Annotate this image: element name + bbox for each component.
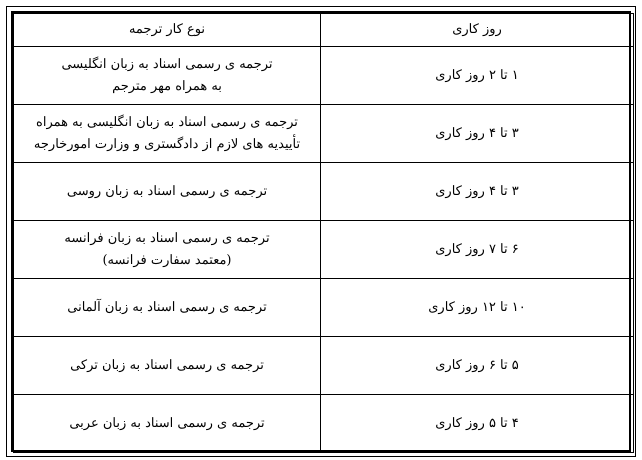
- translation-type-text: ترجمه ی رسمی اسناد به زبان انگلیسی به همراه مهر مترجم: [61, 56, 273, 94]
- translation-type-text: ترجمه ی رسمی اسناد به زبان انگلیسی به همراه تأییدیه های لازم از دادگستری و وزارت امورخارجه: [33, 114, 301, 152]
- duration-cell: ۱۰ تا ۱۲ روز کاری: [321, 279, 634, 337]
- duration-cell: ۵ تا ۶ روز کاری: [321, 337, 634, 395]
- header-duration: روز کاری: [321, 14, 634, 47]
- translation-type-text: ترجمه ی رسمی اسناد به زبان ترکی: [70, 357, 264, 373]
- translation-type-text: ترجمه ی رسمی اسناد به زبان روسی: [66, 183, 268, 199]
- translation-type-cell: [14, 395, 321, 453]
- translation-type-cell: [14, 47, 321, 105]
- table-row: [14, 47, 634, 105]
- table-header-row: [14, 14, 634, 47]
- translation-table-frame: [11, 11, 631, 452]
- header-translation-type: نوع کار ترجمه: [14, 14, 321, 47]
- table-row: [14, 105, 634, 163]
- table-row: [14, 395, 634, 453]
- table-row: [14, 163, 634, 221]
- translation-type-text: ترجمه ی رسمی اسناد به زبان فرانسه (معتمد سفارت فرانسه): [64, 230, 270, 268]
- duration-cell: ۳ تا ۴ روز کاری: [321, 105, 634, 163]
- translation-type-text: ترجمه ی رسمی اسناد به زبان آلمانی: [67, 299, 267, 315]
- translation-timeline-table: [13, 13, 634, 453]
- translation-type-cell: [14, 279, 321, 337]
- translation-type-text: ترجمه ی رسمی اسناد به زبان عربی: [69, 415, 265, 431]
- translation-type-cell: [14, 221, 321, 279]
- duration-cell: ۳ تا ۴ روز کاری: [321, 163, 634, 221]
- table-row: [14, 279, 634, 337]
- table-row: [14, 221, 634, 279]
- duration-cell: ۴ تا ۵ روز کاری: [321, 395, 634, 453]
- duration-cell: ۶ تا ۷ روز کاری: [321, 221, 634, 279]
- duration-cell: ۱ تا ۲ روز کاری: [321, 47, 634, 105]
- translation-type-cell: [14, 105, 321, 163]
- translation-type-cell: [14, 163, 321, 221]
- table-row: [14, 337, 634, 395]
- translation-type-cell: [14, 337, 321, 395]
